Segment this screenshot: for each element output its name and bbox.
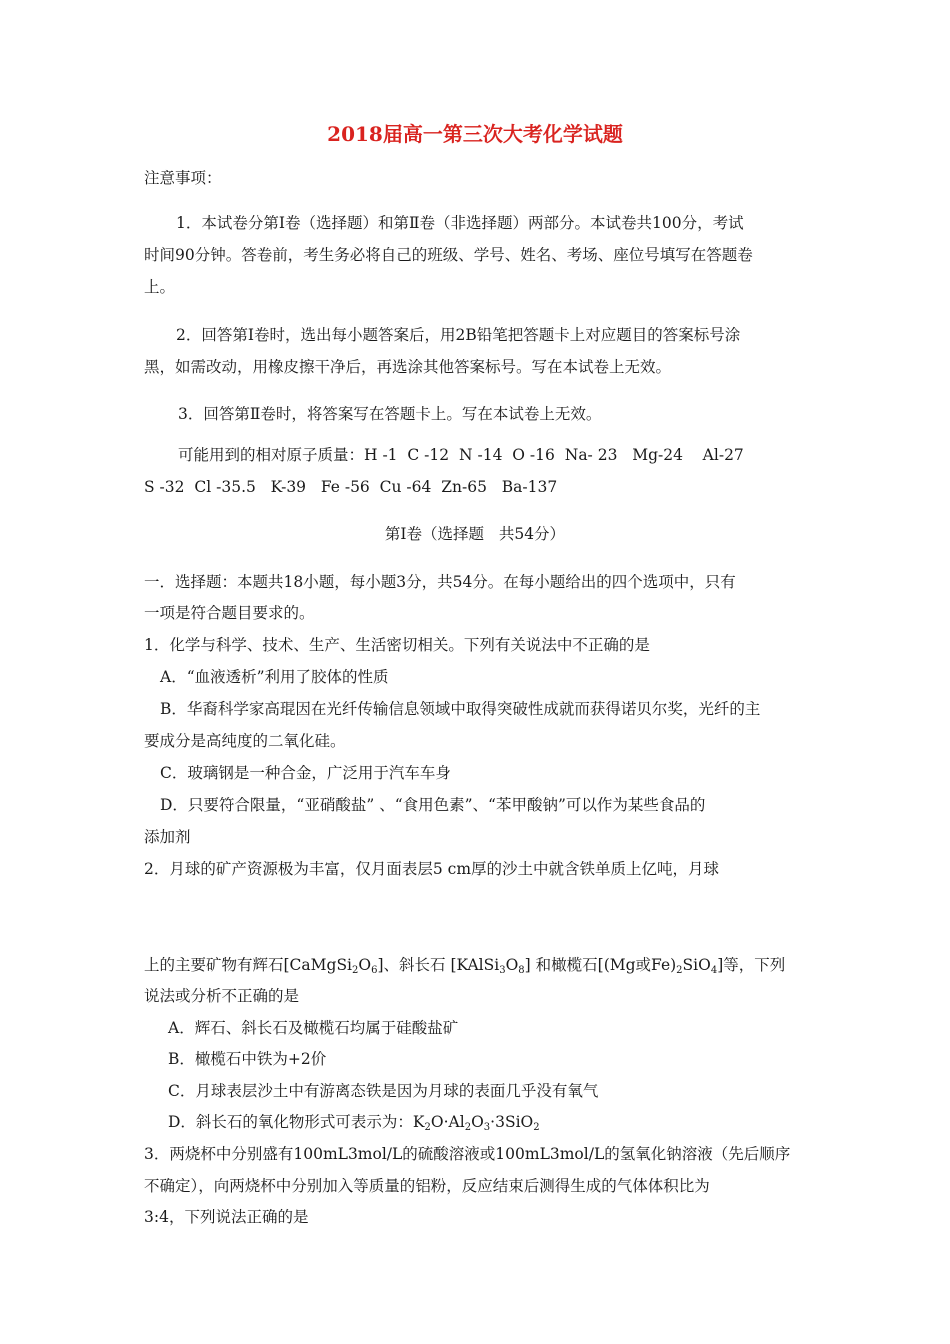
question-2-stem-line-1: 2．月球的矿产资源极为丰富，仅月面表层5 cm厚的沙土中就含铁单质上亿吨，月球 — [144, 860, 720, 878]
question-1-option-b-line-2: 要成分是高纯度的二氧化硅。 — [144, 732, 346, 750]
question-1-option-d-line-2: 添加剂 — [144, 828, 191, 846]
question-3-line-2: 不确定），向两烧杯中分别加入等质量的铝粉，反应结束后测得生成的气体体积比为 — [144, 1177, 710, 1195]
question-3-line-1: 3．两烧杯中分别盛有100mL3mol/L的硫酸溶液或100mL3mol/L的氢氧化钠溶液（先后顺序 — [144, 1145, 791, 1163]
section-1-heading: 第Ⅰ卷（选择题 共54分） — [384, 525, 566, 543]
notice-1-line-2: 时间90分钟。答卷前，考生务必将自己的班级、学号、姓名、考场、座位号填写在答题卷 — [144, 246, 753, 264]
notice-2-line-1: 2．回答第Ⅰ卷时，选出每小题答案后，用2B铅笔把答题卡上对应题目的答案标号涂 — [176, 326, 741, 344]
notice-2-line-2: 黑，如需改动，用橡皮擦干净后，再选涂其他答案标号。写在本试卷上无效。 — [144, 358, 672, 376]
part-1-intro-line-1: 一．选择题：本题共18小题，每小题3分，共54分。在每小题给出的四个选项中，只有 — [144, 573, 736, 591]
question-1-option-d-line-1: D．只要符合限量，“亚硝酸盐” 、“食用色素”、“苯甲酸钠”可以作为某些食品的 — [160, 796, 706, 814]
question-2-stem-line-3: 说法或分析不正确的是 — [144, 987, 300, 1005]
notice-1-line-1: 1．本试卷分第Ⅰ卷（选择题）和第Ⅱ卷（非选择题）两部分。本试卷共100分，考试 — [176, 214, 744, 232]
question-2-stem-line-2: 上的主要矿物有辉石$[CaMgSi_2O_6]$、斜长石 $[KAlSi_3O_8]$ 和橄榄石[(Mg或$Fe)_2SiO_4$]等，下列 — [144, 956, 786, 976]
question-2-option-a: A．辉石、斜长石及橄榄石均属于硅酸盐矿 — [168, 1019, 459, 1037]
question-3-line-3: 3:4，下列说法正确的是 — [144, 1208, 309, 1226]
question-2-option-b: B．橄榄石中铁为+2价 — [168, 1050, 327, 1068]
notice-heading: 注意事项： — [144, 169, 222, 187]
notice-3: 3．回答第Ⅱ卷时，将答案写在答题卡上。写在本试卷上无效。 — [178, 405, 602, 423]
question-1-option-a: A．“血液透析”利用了胶体的性质 — [160, 668, 389, 686]
question-2-option-c: C．月球表层沙土中有游离态铁是因为月球的表面几乎没有氧气 — [168, 1082, 599, 1100]
exam-title: 2018届高一第三次大考化学试题 — [327, 122, 623, 146]
notice-1-line-3: 上。 — [144, 278, 176, 296]
atomic-masses-line-2: S -32 Cl -35.5 K-39 Fe -56 Cu -64 Zn-65 Ba-137 — [144, 478, 558, 496]
question-1-option-b-line-1: B．华裔科学家高琨因在光纤传输信息领域中取得突破性成就而获得诺贝尔奖，光纤的主 — [160, 700, 761, 718]
question-1-option-c: C．玻璃钢是一种合金，广泛用于汽车车身 — [160, 764, 451, 782]
question-1-stem: 1．化学与科学、技术、生产、生活密切相关。下列有关说法中不正确的是 — [144, 636, 650, 654]
question-2-option-d: D．斜长石的氧化物形式可表示为：$K_2O\cdot Al_2O_3\cdot 3SiO_2$ — [168, 1113, 540, 1133]
atomic-masses-line-1: 可能用到的相对原子质量：H -1 C -12 N -14 O -16 Na- 23 Mg-24 Al-27 — [178, 446, 744, 464]
part-1-intro-line-2: 一项是符合题目要求的。 — [144, 604, 315, 622]
